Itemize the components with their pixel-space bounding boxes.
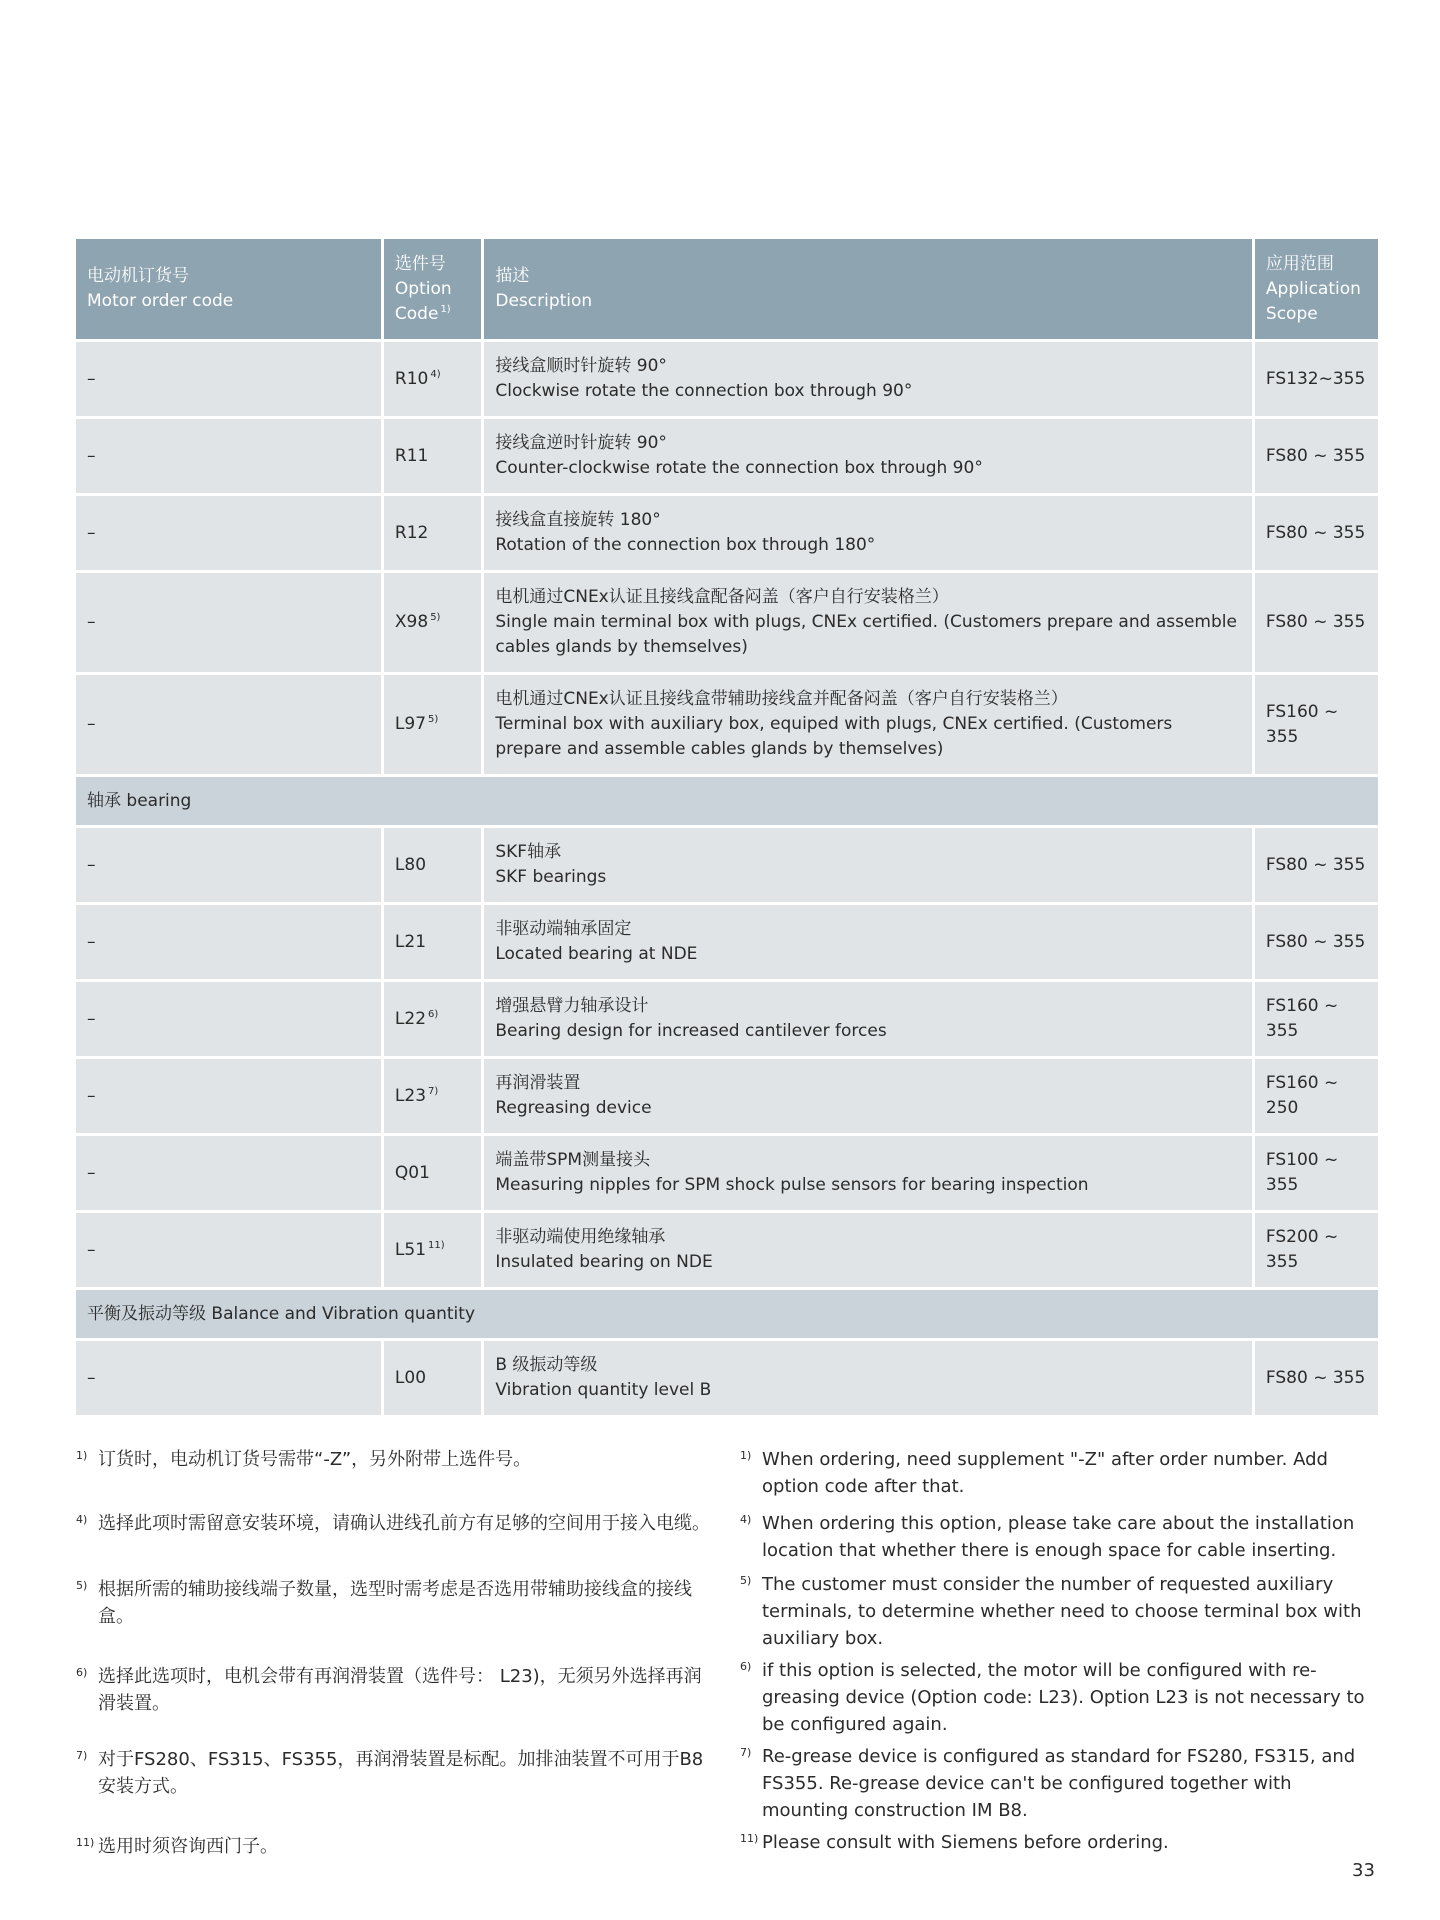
- footnote-ref: 11): [428, 1239, 445, 1251]
- scope-cell: FS160 ~ 355: [1253, 981, 1378, 1058]
- table-row: [76, 495, 1378, 572]
- table-row: [76, 827, 1378, 904]
- option-code-cell: [382, 418, 482, 495]
- motor-code-cell: –: [76, 674, 382, 776]
- description-cell: [483, 572, 1254, 674]
- description-en: Rotation of the connection box through 180°: [495, 535, 876, 555]
- description-en: Clockwise rotate the connection box through 90°: [495, 381, 913, 401]
- table-row: [76, 904, 1378, 981]
- table-row: [76, 341, 1378, 418]
- footnote-text: 订货时，电动机订货号需带“-Z”，另外附带上选件号。: [98, 1449, 532, 1470]
- motor-code-cell: –: [76, 1212, 382, 1289]
- description-en: Single main terminal box with plugs, CNEx certified. (Customers prepare and assemble cables glands by themselves): [495, 612, 1237, 657]
- footnote-mark: 1): [76, 1449, 88, 1462]
- description-en: SKF bearings: [495, 867, 607, 887]
- table-row: [76, 418, 1378, 495]
- header-motor-code: [76, 239, 382, 341]
- footnote-mark: 6): [740, 1660, 752, 1673]
- description-zh: 电机通过CNEx认证且接线盒配备闷盖（客户自行安装格兰）: [495, 587, 949, 607]
- description-zh: SKF轴承: [495, 842, 562, 862]
- footnote-text: 根据所需的辅助接线端子数量，选型时需考虑是否选用带辅助接线盒的接线盒。: [98, 1579, 692, 1627]
- scope-cell: FS132~355: [1253, 341, 1378, 418]
- scope-cell: FS80 ~ 355: [1253, 495, 1378, 572]
- footnote-text: 选择此选项时，电机会带有再润滑装置（选件号： L23)，无须另外选择再润滑装置。: [98, 1666, 702, 1714]
- header-label: Option: [394, 278, 452, 299]
- table-row: [76, 1340, 1378, 1417]
- footnote-mark: 6): [76, 1666, 88, 1679]
- option-code-cell: [382, 1058, 482, 1135]
- footnote: [740, 1829, 1380, 1856]
- motor-code-cell: –: [76, 341, 382, 418]
- footnote: [76, 1833, 716, 1860]
- table-row: [76, 572, 1378, 674]
- scope-cell: FS200 ~ 355: [1253, 1212, 1378, 1289]
- table-row: [76, 1058, 1378, 1135]
- option-code: Q01: [394, 1162, 430, 1183]
- motor-code-cell: –: [76, 418, 382, 495]
- description-zh: B 级振动等级: [495, 1355, 598, 1375]
- description-cell: [483, 904, 1254, 981]
- description-en: Measuring nipples for SPM shock pulse sensors for bearing inspection: [495, 1175, 1089, 1195]
- section-header-bearing: [76, 776, 1378, 827]
- footnote: [740, 1510, 1380, 1564]
- header-label: Description: [495, 291, 593, 311]
- table-row: [76, 674, 1378, 776]
- footnote-ref: 7): [428, 1085, 439, 1097]
- footnote-text: 选择此项时需留意安装环境，请确认进线孔前方有足够的空间用于接入电缆。: [98, 1513, 710, 1534]
- description-zh: 电机通过CNEx认证且接线盒带辅助接线盒并配备闷盖（客户自行安装格兰）: [495, 689, 1068, 709]
- option-code-cell: [382, 904, 482, 981]
- scope-cell: FS160 ~ 355: [1253, 674, 1378, 776]
- footnote-ref: 5): [430, 612, 441, 623]
- footnote-ref: 4): [430, 368, 441, 380]
- footnote-text: Please consult with Siemens before ordering.: [762, 1832, 1169, 1853]
- motor-code-cell: –: [76, 1340, 382, 1417]
- section-title: 平衡及振动等级 Balance and Vibration quantity: [76, 1289, 1378, 1340]
- header-label: Scope: [1265, 303, 1318, 324]
- description-zh: 端盖带SPM测量接头: [495, 1150, 651, 1170]
- table-header-row: [76, 239, 1378, 341]
- scope-cell: FS160 ~ 250: [1253, 1058, 1378, 1135]
- description-cell: [483, 1340, 1254, 1417]
- option-code-cell: [382, 1135, 482, 1212]
- header-label: 电动机订货号: [87, 266, 189, 286]
- footnote-mark: 4): [740, 1513, 752, 1526]
- description-cell: [483, 418, 1254, 495]
- header-label: Motor order code: [87, 291, 234, 311]
- header-label: 选件号: [394, 253, 446, 274]
- option-code-cell: [382, 1340, 482, 1417]
- option-code: L00: [394, 1367, 427, 1388]
- footnote: [740, 1657, 1380, 1738]
- header-label: [395, 302, 470, 327]
- option-code: R12: [394, 522, 429, 543]
- description-zh: 非驱动端轴承固定: [495, 919, 632, 939]
- description-zh: 再润滑装置: [495, 1073, 581, 1093]
- motor-code-cell: –: [76, 1058, 382, 1135]
- table-row: [76, 1135, 1378, 1212]
- description-zh: 增强悬臂力轴承设计: [495, 996, 649, 1016]
- option-code-cell: [382, 981, 482, 1058]
- section-title: 轴承 bearing: [76, 776, 1378, 827]
- option-code: R10: [394, 368, 429, 389]
- table-body: [76, 341, 1378, 1417]
- scope-cell: FS100 ~ 355: [1253, 1135, 1378, 1212]
- footnote-text: The customer must consider the number of requested auxiliary terminals, to determine whether need to choose terminal box with auxiliary box.: [762, 1574, 1362, 1649]
- footnote-mark: 4): [76, 1513, 88, 1526]
- description-en: Located bearing at NDE: [495, 944, 698, 964]
- option-code: L51: [394, 1239, 427, 1260]
- motor-code-cell: –: [76, 981, 382, 1058]
- scope-cell: FS80 ~ 355: [1253, 827, 1378, 904]
- header-option-code: [382, 239, 482, 341]
- description-cell: [483, 1058, 1254, 1135]
- footnote-text: 对于FS280、FS315、FS355，再润滑装置是标配。加排油装置不可用于B8安装方式。: [98, 1749, 704, 1797]
- description-cell: [483, 1135, 1254, 1212]
- description-zh: 非驱动端使用绝缘轴承: [495, 1227, 666, 1247]
- scope-cell: FS80 ~ 355: [1253, 1340, 1378, 1417]
- option-code: L21: [394, 931, 427, 952]
- page-number: 33: [1352, 1860, 1375, 1881]
- description-en: Regreasing device: [495, 1098, 652, 1118]
- option-code-cell: [382, 674, 482, 776]
- footnote-mark: 11): [740, 1832, 759, 1845]
- table-row: [76, 981, 1378, 1058]
- description-cell: [483, 981, 1254, 1058]
- footnote-ref: 1): [440, 303, 451, 315]
- scope-cell: FS80 ~ 355: [1253, 904, 1378, 981]
- description-cell: [483, 495, 1254, 572]
- motor-code-cell: –: [76, 1135, 382, 1212]
- motor-code-cell: –: [76, 827, 382, 904]
- option-table: [76, 239, 1378, 1418]
- table-row: [76, 1212, 1378, 1289]
- scope-cell: FS80 ~ 355: [1253, 418, 1378, 495]
- description-en: Vibration quantity level B: [495, 1380, 712, 1400]
- motor-code-cell: –: [76, 904, 382, 981]
- footnote-text: Re-grease device is configured as standard for FS280, FS315, and FS355. Re-grease device can't be configured together with mounting construction IM B8.: [762, 1746, 1356, 1821]
- footnote: [740, 1571, 1380, 1652]
- scope-cell: FS80 ~ 355: [1253, 572, 1378, 674]
- option-code-cell: [382, 495, 482, 572]
- footnote: [740, 1446, 1380, 1500]
- option-code-cell: [382, 1212, 482, 1289]
- motor-code-cell: –: [76, 572, 382, 674]
- option-code: L97: [394, 714, 427, 734]
- option-code: L80: [394, 854, 427, 875]
- footnote-text: if this option is selected, the motor will be configured with re-greasing device (Option code: L23). Option L23 is not necessary to be configured again.: [762, 1660, 1365, 1735]
- header-label: 应用范围: [1265, 253, 1334, 274]
- description-en: Counter-clockwise rotate the connection box through 90°: [495, 458, 983, 478]
- description-cell: [483, 341, 1254, 418]
- footnote-mark: 11): [76, 1836, 95, 1849]
- footnote-mark: 1): [740, 1449, 752, 1462]
- header-label: Code: [394, 303, 439, 324]
- description-cell: [483, 1212, 1254, 1289]
- footnote: [76, 1576, 716, 1630]
- motor-code-cell: –: [76, 495, 382, 572]
- footnote-text: 选用时须咨询西门子。: [98, 1836, 278, 1857]
- option-code-cell: [382, 572, 482, 674]
- footnote-ref: 5): [428, 714, 439, 725]
- footnote: [76, 1446, 716, 1473]
- footnote-mark: 7): [76, 1749, 88, 1762]
- footnote-mark: 7): [740, 1746, 752, 1759]
- description-cell: [483, 674, 1254, 776]
- description-en: Insulated bearing on NDE: [495, 1252, 713, 1272]
- option-code: L22: [394, 1008, 427, 1029]
- footnote-mark: 5): [740, 1574, 752, 1587]
- footnote: [76, 1663, 716, 1717]
- header-label: Application: [1265, 278, 1361, 299]
- option-code: X98: [394, 612, 429, 632]
- description-zh: 接线盒顺时针旋转 90°: [495, 356, 667, 376]
- option-code-cell: [382, 827, 482, 904]
- description-zh: 接线盒直接旋转 180°: [495, 510, 661, 530]
- header-description: [483, 239, 1254, 341]
- option-code: R11: [394, 445, 429, 466]
- header-label: 描述: [495, 266, 530, 286]
- footnote: [76, 1746, 716, 1800]
- footnote-text: When ordering this option, please take care about the installation location that whether there is enough space for cable inserting.: [762, 1513, 1355, 1561]
- section-header-balance: [76, 1289, 1378, 1340]
- description-en: Bearing design for increased cantilever forces: [495, 1021, 887, 1041]
- footnote: [76, 1510, 716, 1537]
- header-application-scope: [1253, 239, 1378, 341]
- footnote-mark: 5): [76, 1579, 88, 1592]
- footnote: [740, 1743, 1380, 1824]
- footnote-ref: 6): [428, 1008, 439, 1020]
- option-code-cell: [382, 341, 482, 418]
- description-cell: [483, 827, 1254, 904]
- description-en: Terminal box with auxiliary box, equiped with plugs, CNEx certified. (Customers prepare and assemble cables glands by themselves): [495, 714, 1173, 759]
- description-zh: 接线盒逆时针旋转 90°: [495, 433, 667, 453]
- option-code: L23: [394, 1085, 427, 1106]
- footnote-text: When ordering, need supplement "-Z" after order number. Add option code after that.: [762, 1449, 1328, 1497]
